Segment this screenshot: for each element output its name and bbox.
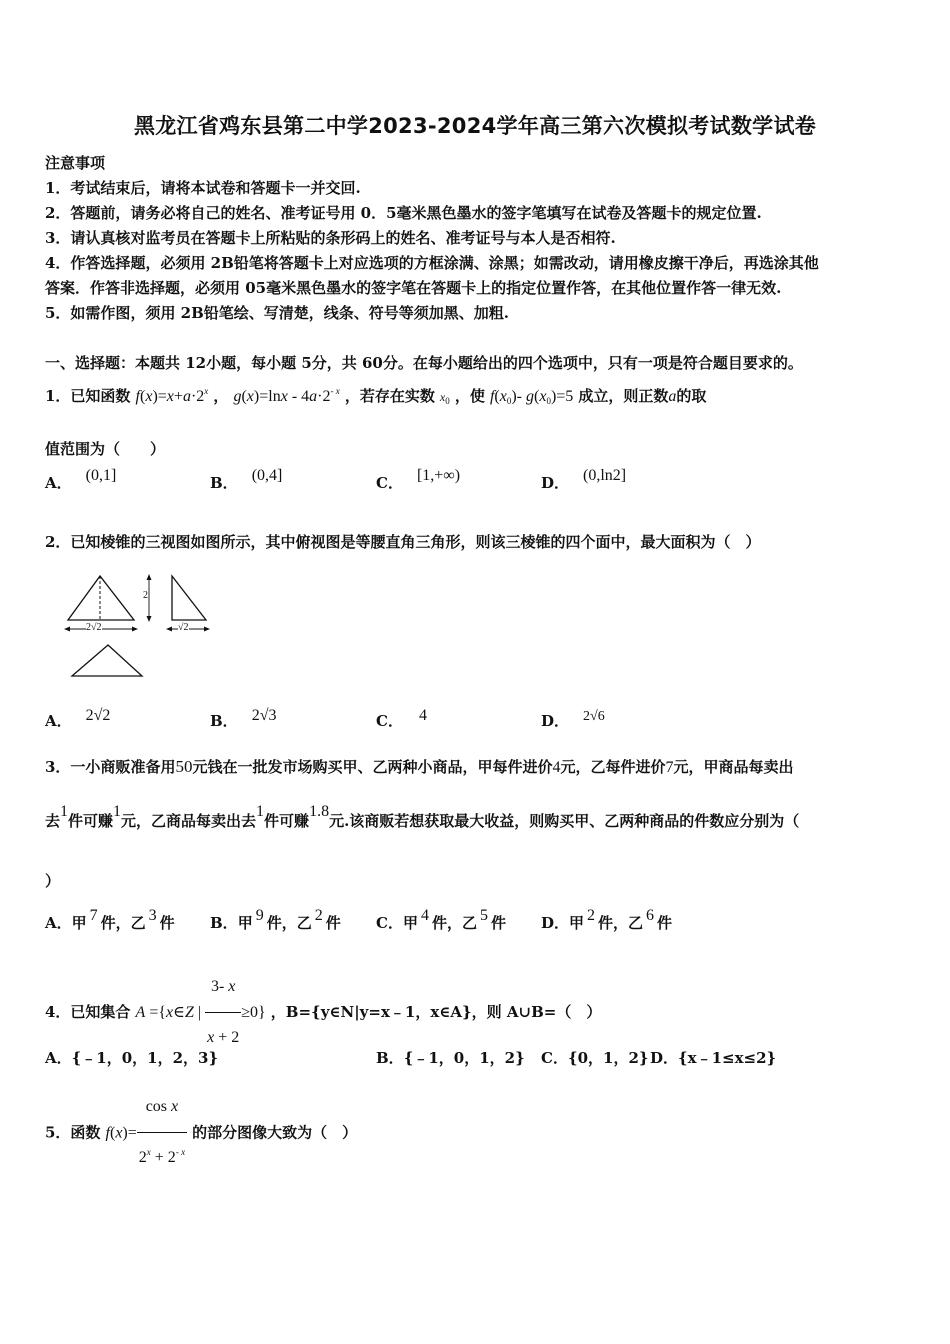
side-view-triangle <box>172 576 206 620</box>
q4-option-d: D．{x﹣1≤x≤2} <box>650 1049 777 1067</box>
question-2: 2．已知棱锥的三视图如图所示，其中俯视图是等腰直角三角形，则该三棱锥的四个面中，最大面积为（ ） <box>45 533 761 551</box>
q2-option-c: C． 4 <box>376 707 427 730</box>
q1-option-a: A． (0,1] <box>45 467 117 492</box>
q4-option-a: A．{﹣1，0，1，2，3} <box>45 1049 219 1067</box>
page-title: 黑龙江省鸡东县第二中学2023-2024学年高三第六次模拟考试数学试卷 <box>133 114 817 138</box>
fig-side-width-label: √2 <box>178 622 189 633</box>
q3-option-c: C．甲 4 件，乙 5 件 <box>376 907 506 932</box>
fig-front-width-label: 2√2 <box>86 622 102 633</box>
q1-option-d: D． (0,ln2] <box>541 467 627 492</box>
q4-option-b: B．{﹣1，0，1，2} <box>376 1049 525 1067</box>
three-view-figure <box>60 570 220 685</box>
notice-item: 1．考试结束后，请将本试卷和答题卡一并交回. <box>45 179 361 197</box>
notice-item: 2．答题前，请务必将自己的姓名、准考证号用 0．5毫米黑色墨水的签字笔填写在试卷及答题卡的规定位置. <box>45 204 762 222</box>
q2-option-b: B． 2√3 <box>210 707 277 730</box>
q2-option-a: A． 2√2 <box>45 707 111 730</box>
question-3-line1: 3．一小商贩准备用50元钱在一批发市场购买甲、乙两种小商品，甲每件进价4元，乙每件进价7元，甲商品每卖出 <box>45 757 794 776</box>
q1-prefix: 1．已知函数 <box>45 387 131 405</box>
question-1: 1．已知函数 $f(x)=x+a\cdot 2^x$ ， $g(x)=\ln x - 4a\cdot 2^{- x}$ ，若存在实数 $x_0$ ，使 $f(x_0)-$ $g(x_0)=5$ 成立，则正数a的取 <box>45 386 707 406</box>
q3-option-a: A．甲 7 件，乙 3 件 <box>45 907 175 932</box>
q1-condition: f <box>489 388 495 405</box>
notice-item: 5．如需作图，须用 2B铅笔绘、写清楚，线条、符号等须加黑、加粗. <box>45 304 509 322</box>
q5-function-formula: f <box>105 1124 110 1142</box>
question-3-line3: ） <box>45 872 61 890</box>
q1-option-c: C． [1,+∞) <box>376 467 461 492</box>
q3-option-d: D．甲 2 件，乙 6 件 <box>541 907 673 932</box>
top-view-triangle <box>72 645 142 676</box>
fig-height-label: 2 <box>143 590 148 601</box>
notice-item: 答案．作答非选择题，必须用 05毫米黑色墨水的签字笔在答题卡上的指定位置作答，在其他位置作答一律无效. <box>45 279 782 297</box>
question-4: 4．已知集合 A ={x∈Z | $\frac{3- x}{x + 2}$ ≥0} ，B={y∈N|y=x﹣1，x∈A}，则 A∪B=（ ） <box>45 962 601 1012</box>
section-heading: 一、选择题：本题共 12小题，每小题 5分，共 60分。在每小题给出的四个选项中，只有一项是符合题目要求的。 <box>45 354 803 372</box>
q4-option-c: C．{0，1，2} <box>541 1049 649 1067</box>
notice-item: 4．作答选择题，必须用 2B铅笔将答题卡上对应选项的方框涂满、涂黑；如需改动，请用橡皮擦干净后，再选涂其他 <box>45 254 819 272</box>
q4-set-a-formula: A <box>135 1004 146 1021</box>
q1-line2: 值范围为（ ） <box>45 440 166 458</box>
notice-item: 3．请认真核对监考员在答题卡上所粘贴的条形码上的姓名、准考证号与本人是否相符. <box>45 229 616 247</box>
q3-option-b: B．甲 9 件，乙 2 件 <box>210 907 341 932</box>
notice-heading: 注意事项 <box>45 154 106 172</box>
question-5: 5．函数 f(x)= $\frac{\text{cos x}}{2^x + 2^{- x}}$ 的部分图像大致为（ ） <box>45 1082 357 1132</box>
q1-g-formula: g <box>233 388 242 405</box>
front-view-triangle <box>68 576 134 620</box>
q1-f-formula: f <box>135 388 140 405</box>
q2-option-d: D． 2√6 <box>541 709 605 730</box>
question-3-line2: 去1件可赚1元，乙商品每卖出去1件可赚1.8元.该商贩若想获取最大收益，则购买甲、乙两种商品的件数应分别为（ <box>45 803 800 830</box>
q1-option-b: B． (0,4] <box>210 467 283 492</box>
